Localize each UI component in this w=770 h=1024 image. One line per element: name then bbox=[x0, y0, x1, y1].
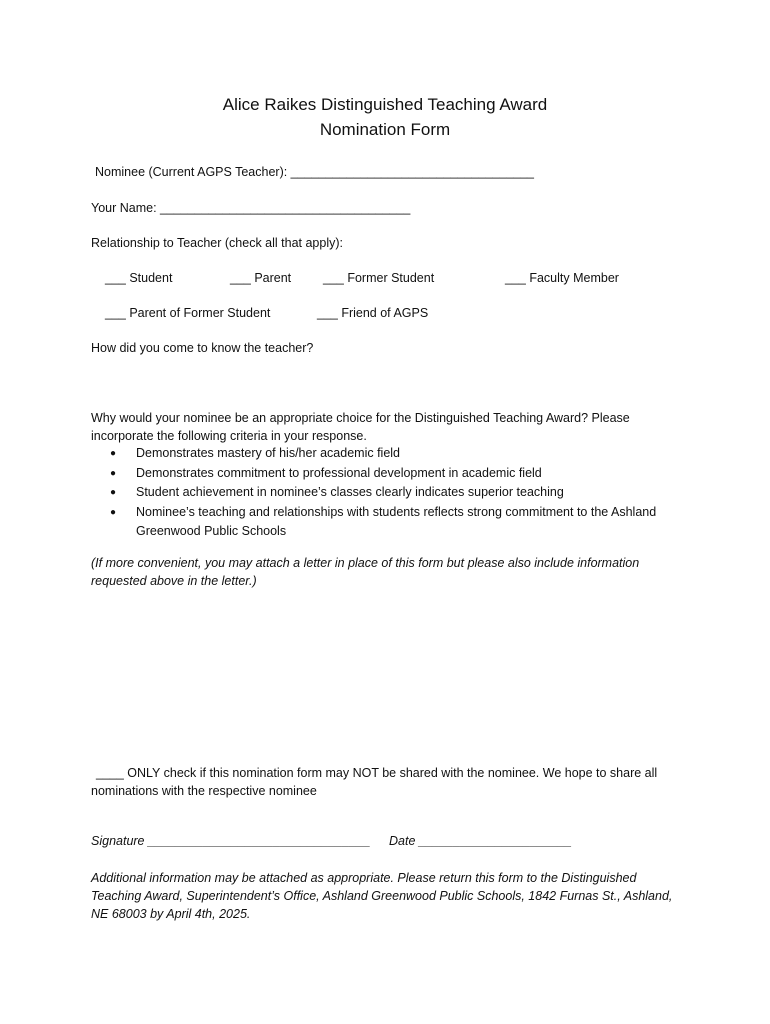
bullet-icon: ● bbox=[110, 448, 117, 459]
why-prompt: Why would your nominee be an appropriate choice for the Distinguished Teaching Award? Please incorporate the following criteria in your response. bbox=[91, 411, 630, 443]
criteria-text: Demonstrates mastery of his/her academic field bbox=[136, 446, 400, 460]
relationship-option-student[interactable]: ___ Student bbox=[105, 271, 173, 285]
letter-note: (If more convenient, you may attach a letter in place of this form but please also include information requested above in the letter.) bbox=[91, 556, 640, 588]
bullet-icon: ● bbox=[110, 506, 117, 518]
relationship-prompt: Relationship to Teacher (check all that apply): bbox=[91, 236, 343, 250]
relationship-option-faculty-member[interactable]: ___ Faculty Member bbox=[505, 271, 619, 285]
criteria-item bbox=[91, 464, 691, 484]
signature-field[interactable]: Signature ________________________________ bbox=[91, 834, 371, 848]
relationship-option-friend-of-agps[interactable]: ___ Friend of AGPS bbox=[317, 306, 429, 320]
nominee-field[interactable]: Nominee (Current AGPS Teacher): ___________________________________ bbox=[95, 165, 535, 179]
share-option[interactable]: ____ ONLY check if this nomination form may NOT be shared with the nominee. We hope to share all nominations with the respective nominee bbox=[91, 766, 658, 798]
date-field[interactable]: Date ______________________ bbox=[389, 834, 572, 848]
your-name-field[interactable]: Your Name: ____________________________________ bbox=[91, 201, 411, 215]
criteria-item bbox=[91, 444, 691, 464]
criteria-text: Nominee’s teaching and relationships with students reflects strong commitment to the Ashland Greenwood Public Schools bbox=[136, 504, 657, 538]
criteria-item bbox=[91, 483, 691, 503]
form-subtitle: Nomination Form bbox=[319, 120, 451, 139]
how-known-prompt: How did you come to know the teacher? bbox=[91, 341, 314, 355]
additional-info: Additional information may be attached as appropriate. Please return this form to the Distinguished Teaching Award, Superintendent’s Office, Ashland Greenwood Public Schools, 1842 Furnas St., Ashland, NE 68003 by April 4th, 2025. bbox=[91, 871, 673, 921]
criteria-item bbox=[91, 503, 691, 542]
criteria-text: Demonstrates commitment to professional development in academic field bbox=[136, 465, 542, 480]
criteria-text: Student achievement in nominee’s classes clearly indicates superior teaching bbox=[136, 485, 564, 499]
relationship-option-former-student[interactable]: ___ Former Student bbox=[323, 271, 435, 285]
criteria-list bbox=[91, 444, 691, 542]
bullet-icon: ● bbox=[110, 467, 117, 479]
bullet-icon: ● bbox=[110, 487, 117, 498]
relationship-option-parent[interactable]: ___ Parent bbox=[230, 271, 292, 285]
relationship-option-parent-former-student[interactable]: ___ Parent of Former Student bbox=[105, 306, 271, 320]
form-title: Alice Raikes Distinguished Teaching Award bbox=[222, 95, 548, 114]
